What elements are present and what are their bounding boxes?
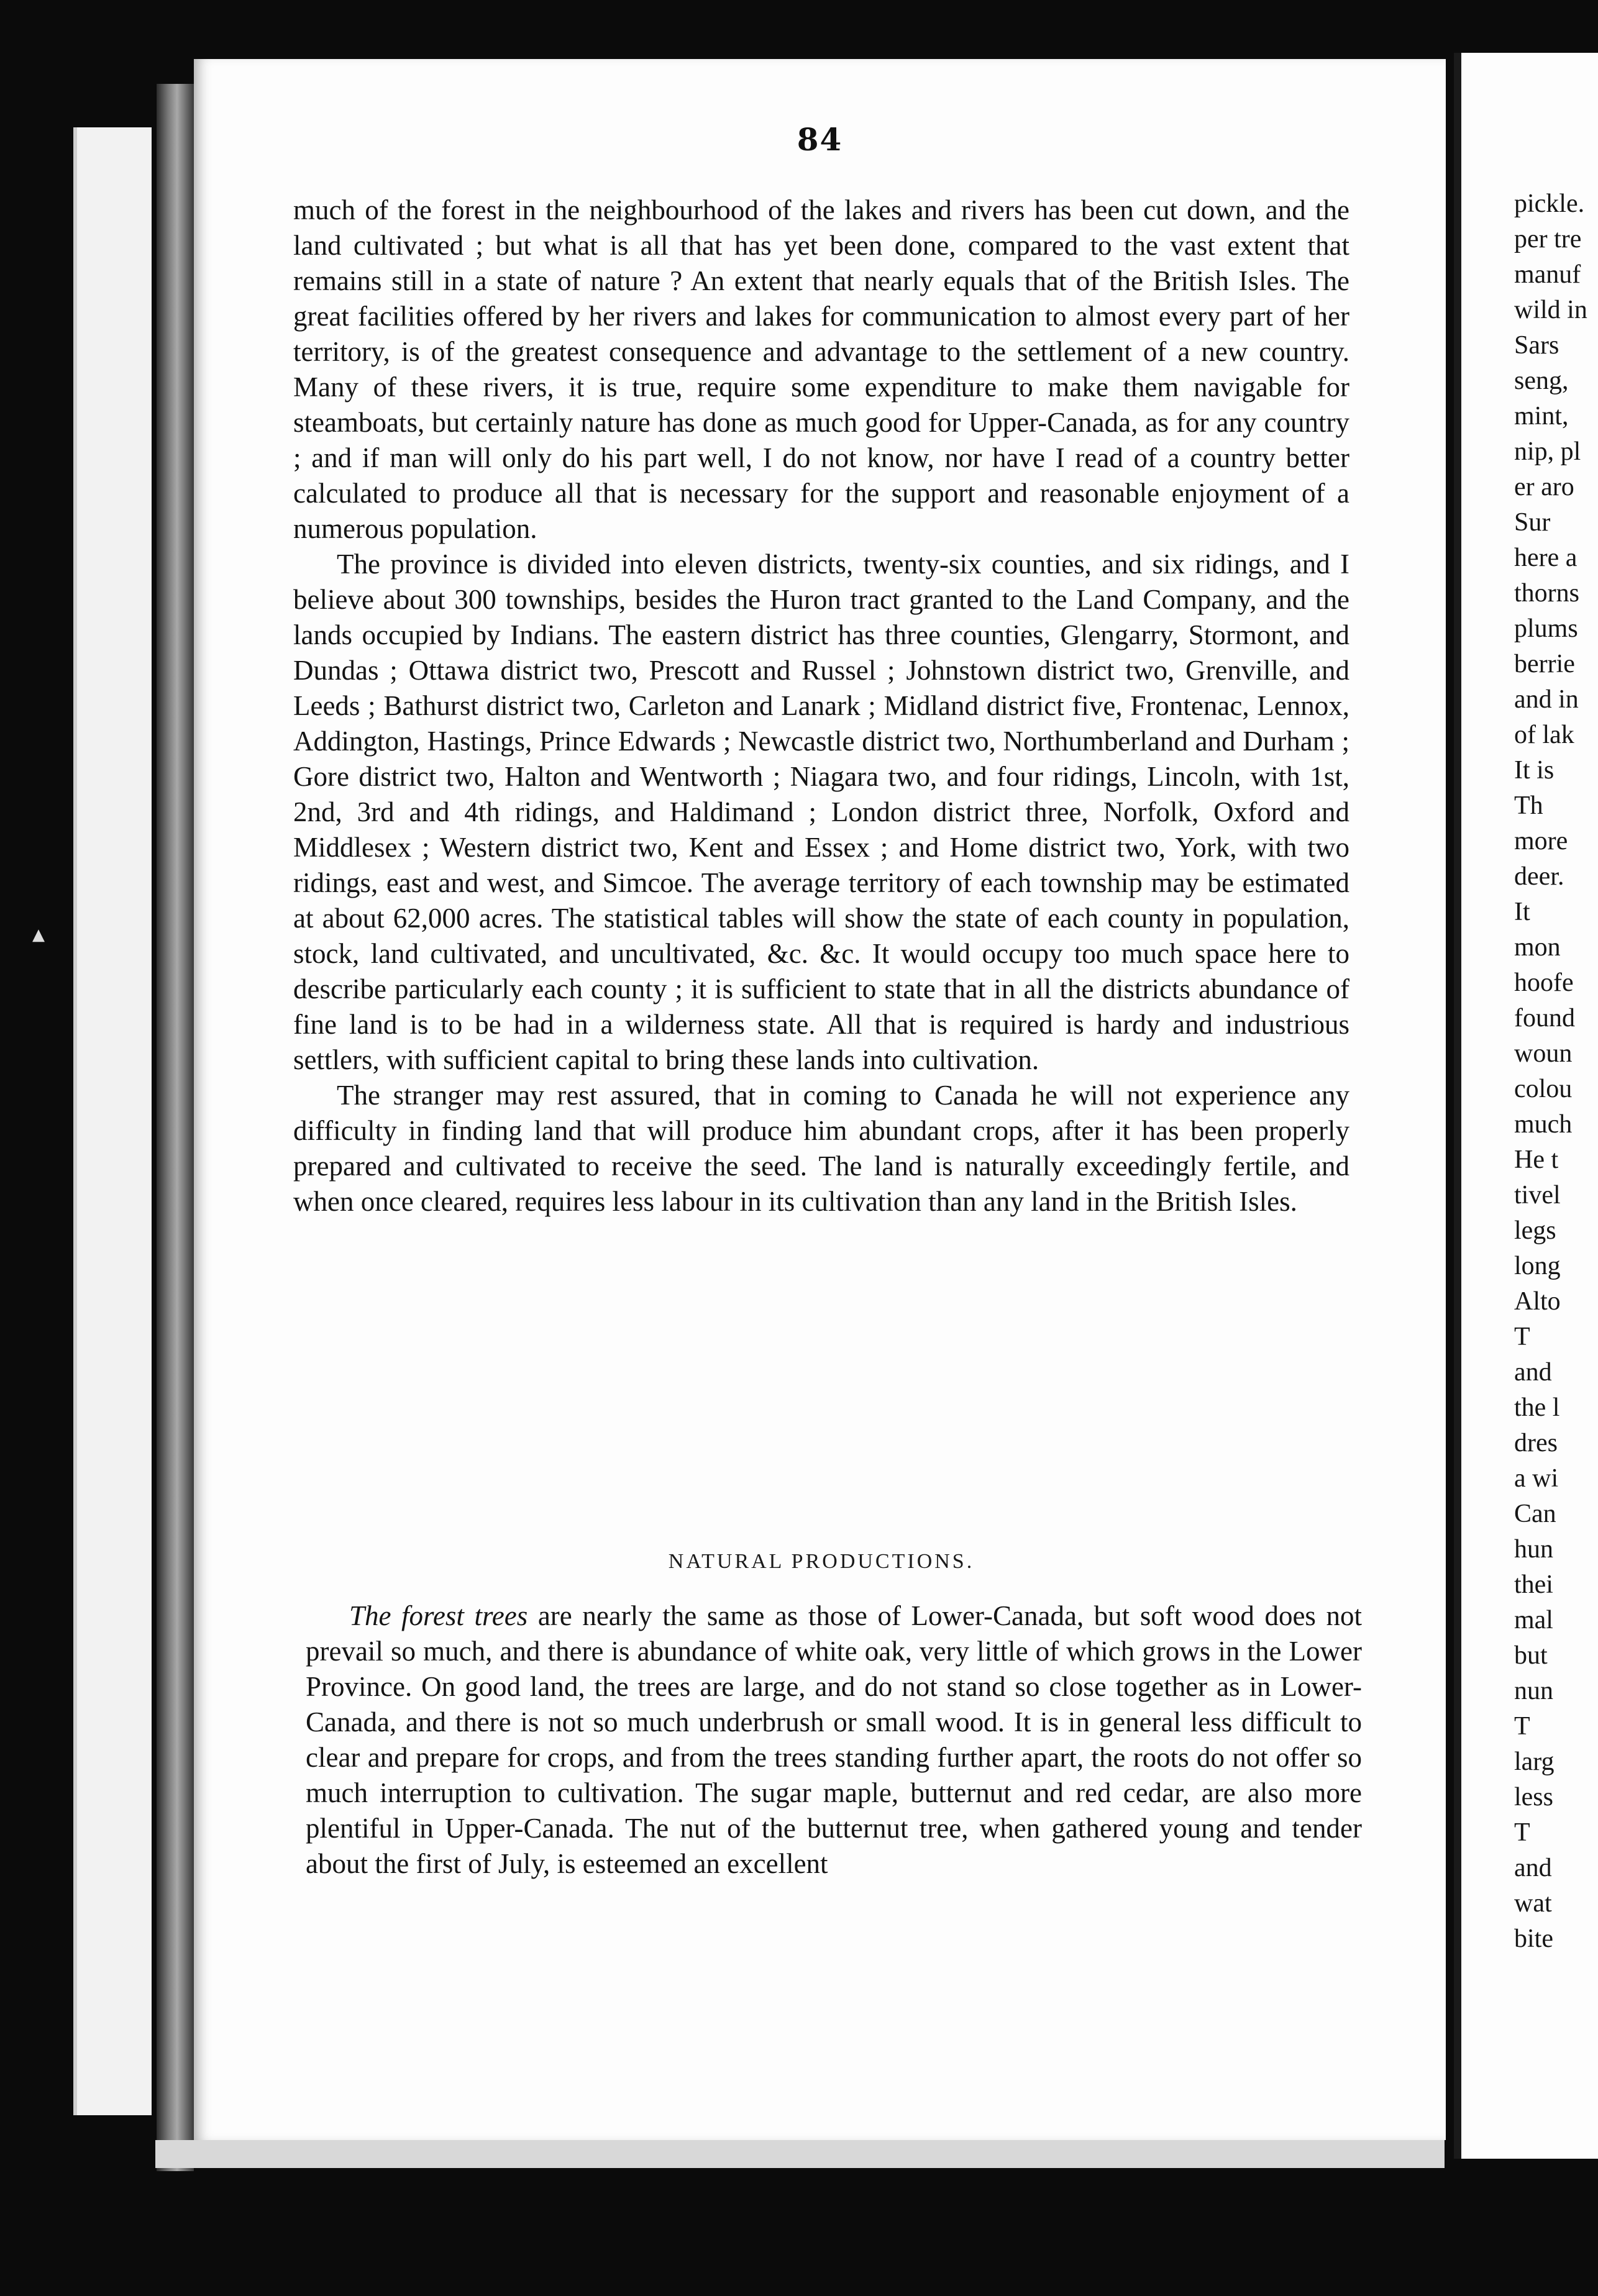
next-page-line: hun (1514, 1535, 1553, 1564)
next-page-line: larg (1514, 1747, 1555, 1776)
next-page-line: long (1514, 1252, 1561, 1280)
paragraph: much of the forest in the neighbourhood of the lakes and rivers has been cut down, and the land cultivated ; but what is all that has yet been done, compared to the vast extent that remains still in a state of nature ? An extent that nearly equals that of the British Isles. The great facilities offered by her rivers and lakes for communication to almost every part of her territory, is of the greatest consequence and advantage to the settlement of a new country. Many of these rivers, it is true, require some expenditure to make them navigable for steamboats, but certainly nature has done as much good for Upper-Canada, as for any country ; and if man will only do his part well, I do not know, nor have I read of a country better calculated to produce all that is necessary for the support and reasonable enjoyment of a numerous population. (293, 194, 1349, 544)
section-heading: NATURAL PRODUCTIONS. (668, 1550, 975, 1573)
next-page-line: berrie (1514, 650, 1575, 678)
next-page-line: wat (1514, 1889, 1552, 1918)
next-page-line: but (1514, 1641, 1548, 1670)
italic-lead: The forest trees (349, 1600, 528, 1631)
next-page-line: Sars (1514, 331, 1559, 360)
next-page-line: thorns (1514, 579, 1579, 608)
next-page-line: mal (1514, 1606, 1553, 1634)
next-page-line: nip, pl (1514, 437, 1581, 466)
section-paragraph (306, 1598, 1362, 1882)
book-edge (73, 127, 152, 2115)
next-page-line: plums (1514, 614, 1578, 643)
margin-mark: ▲ (32, 926, 45, 944)
next-page-line: per tre (1514, 225, 1582, 253)
section-text: are nearly the same as those of Lower-Canada, but soft wood does not prevail so much, and there is abundance of white oak, very little of which grows in the Lower Province. On good land, the trees are large, and do not stand so close together as in Lower-Canada, and there is not so much underbrush or small wood. It is in general less difficult to clear and prepare for crops, and from the trees standing further apart, the roots do not offer so much interruption to cultivation. The sugar maple, butternut and red cedar, are also more plentiful in Upper-Canada. The nut of the butternut tree, when gathered young and tender about the first of July, is esteemed an excellent (306, 1600, 1362, 1879)
next-page-line: Th (1514, 791, 1543, 820)
next-page-line: nun (1514, 1677, 1553, 1705)
next-page-line: deer. (1514, 862, 1564, 891)
next-page-line: here a (1514, 544, 1577, 572)
next-page-line: and in (1514, 685, 1579, 714)
page-number: 84 (797, 121, 843, 158)
next-page-line: dres (1514, 1429, 1558, 1457)
next-page-line: Can (1514, 1500, 1556, 1528)
next-page-line: found (1514, 1004, 1575, 1032)
next-page-line: the l (1514, 1393, 1560, 1422)
next-page-line: wild in (1514, 296, 1587, 324)
next-page-line: tivel (1514, 1181, 1561, 1210)
next-page-line: bite (1514, 1925, 1553, 1953)
next-page-line: legs (1514, 1216, 1556, 1245)
page-bottom-edge (155, 2140, 1445, 2168)
next-page-line: Alto (1514, 1287, 1561, 1316)
next-page-line: mint, (1514, 402, 1569, 430)
next-page-line: and (1514, 1854, 1552, 1882)
next-page-line: and (1514, 1358, 1552, 1387)
next-page-line: It (1514, 898, 1530, 926)
next-page-line: woun (1514, 1039, 1573, 1068)
body-text (293, 193, 1349, 1219)
next-page-line: manuf (1514, 260, 1581, 289)
next-page-line: colou (1514, 1075, 1573, 1103)
next-page-line: less (1514, 1783, 1553, 1811)
next-page-line: more (1514, 827, 1568, 855)
next-page-line: T (1514, 1818, 1530, 1847)
next-page-line: It is (1514, 756, 1555, 785)
next-page-line: hoofe (1514, 968, 1574, 997)
paragraph: The province is divided into eleven districts, twenty-six counties, and six ridings, and I believe about 300 townships, besides the Huron tract granted to the Land Company, and the lands occupied by Indians. The eastern district has three counties, Glengarry, Stormont, and Dundas ; Ottawa district two, Prescott and Russel ; Johnstown district two, Grenville, and Leeds ; Bathurst district two, Carleton and Lanark ; Midland district five, Frontenac, Lennox, Addington, Hastings, Prince Edwards ; Newcastle district two, Northumberland and Durham ; Gore district two, Halton and Wentworth ; Niagara two, and four ridings, Lincoln, with 1st, 2nd, 3rd and 4th ridings, and Haldimand ; London district three, Norfolk, Oxford and Middlesex ; Western district two, Kent and Essex ; and Home district two, York, with two ridings, east and west, and Simcoe. The average territory of each township may be estimated at about 62,000 acres. The statistical tables will show the state of each county in population, stock, land cultivated, and uncultivated, &c. &c. It would occupy too much space here to describe particularly each county ; it is sufficient to state that in all the districts abundance of fine land is to be had in a wilderness state. All that is required is hardy and industrious settlers, with sufficient capital to bring these lands into cultivation. (293, 549, 1349, 1075)
next-page-line: a wi (1514, 1464, 1559, 1493)
book-binding (157, 84, 194, 2171)
paragraph: The stranger may rest assured, that in coming to Canada he will not experience any difficulty in finding land that will produce him abundant crops, after it has been properly prepared and cultivated to receive the seed. The land is naturally exceedingly fertile, and when once cleared, requires less labour in its cultivation than any land in the British Isles. (293, 1080, 1349, 1217)
next-page-line: He t (1514, 1146, 1559, 1174)
next-page-line: mon (1514, 933, 1561, 962)
next-page-line: seng, (1514, 367, 1569, 395)
next-page-line: of lak (1514, 721, 1574, 749)
next-page-line: pickle. (1514, 189, 1585, 218)
next-page-line: er aro (1514, 473, 1574, 501)
next-page-line: T (1514, 1323, 1530, 1351)
next-page-line: T (1514, 1712, 1530, 1741)
next-page-line: thei (1514, 1570, 1553, 1599)
next-page-line: Sur (1514, 508, 1551, 537)
next-page-fragment (1454, 53, 1598, 2159)
next-page-line: much (1514, 1110, 1573, 1139)
book-page (194, 59, 1446, 2140)
